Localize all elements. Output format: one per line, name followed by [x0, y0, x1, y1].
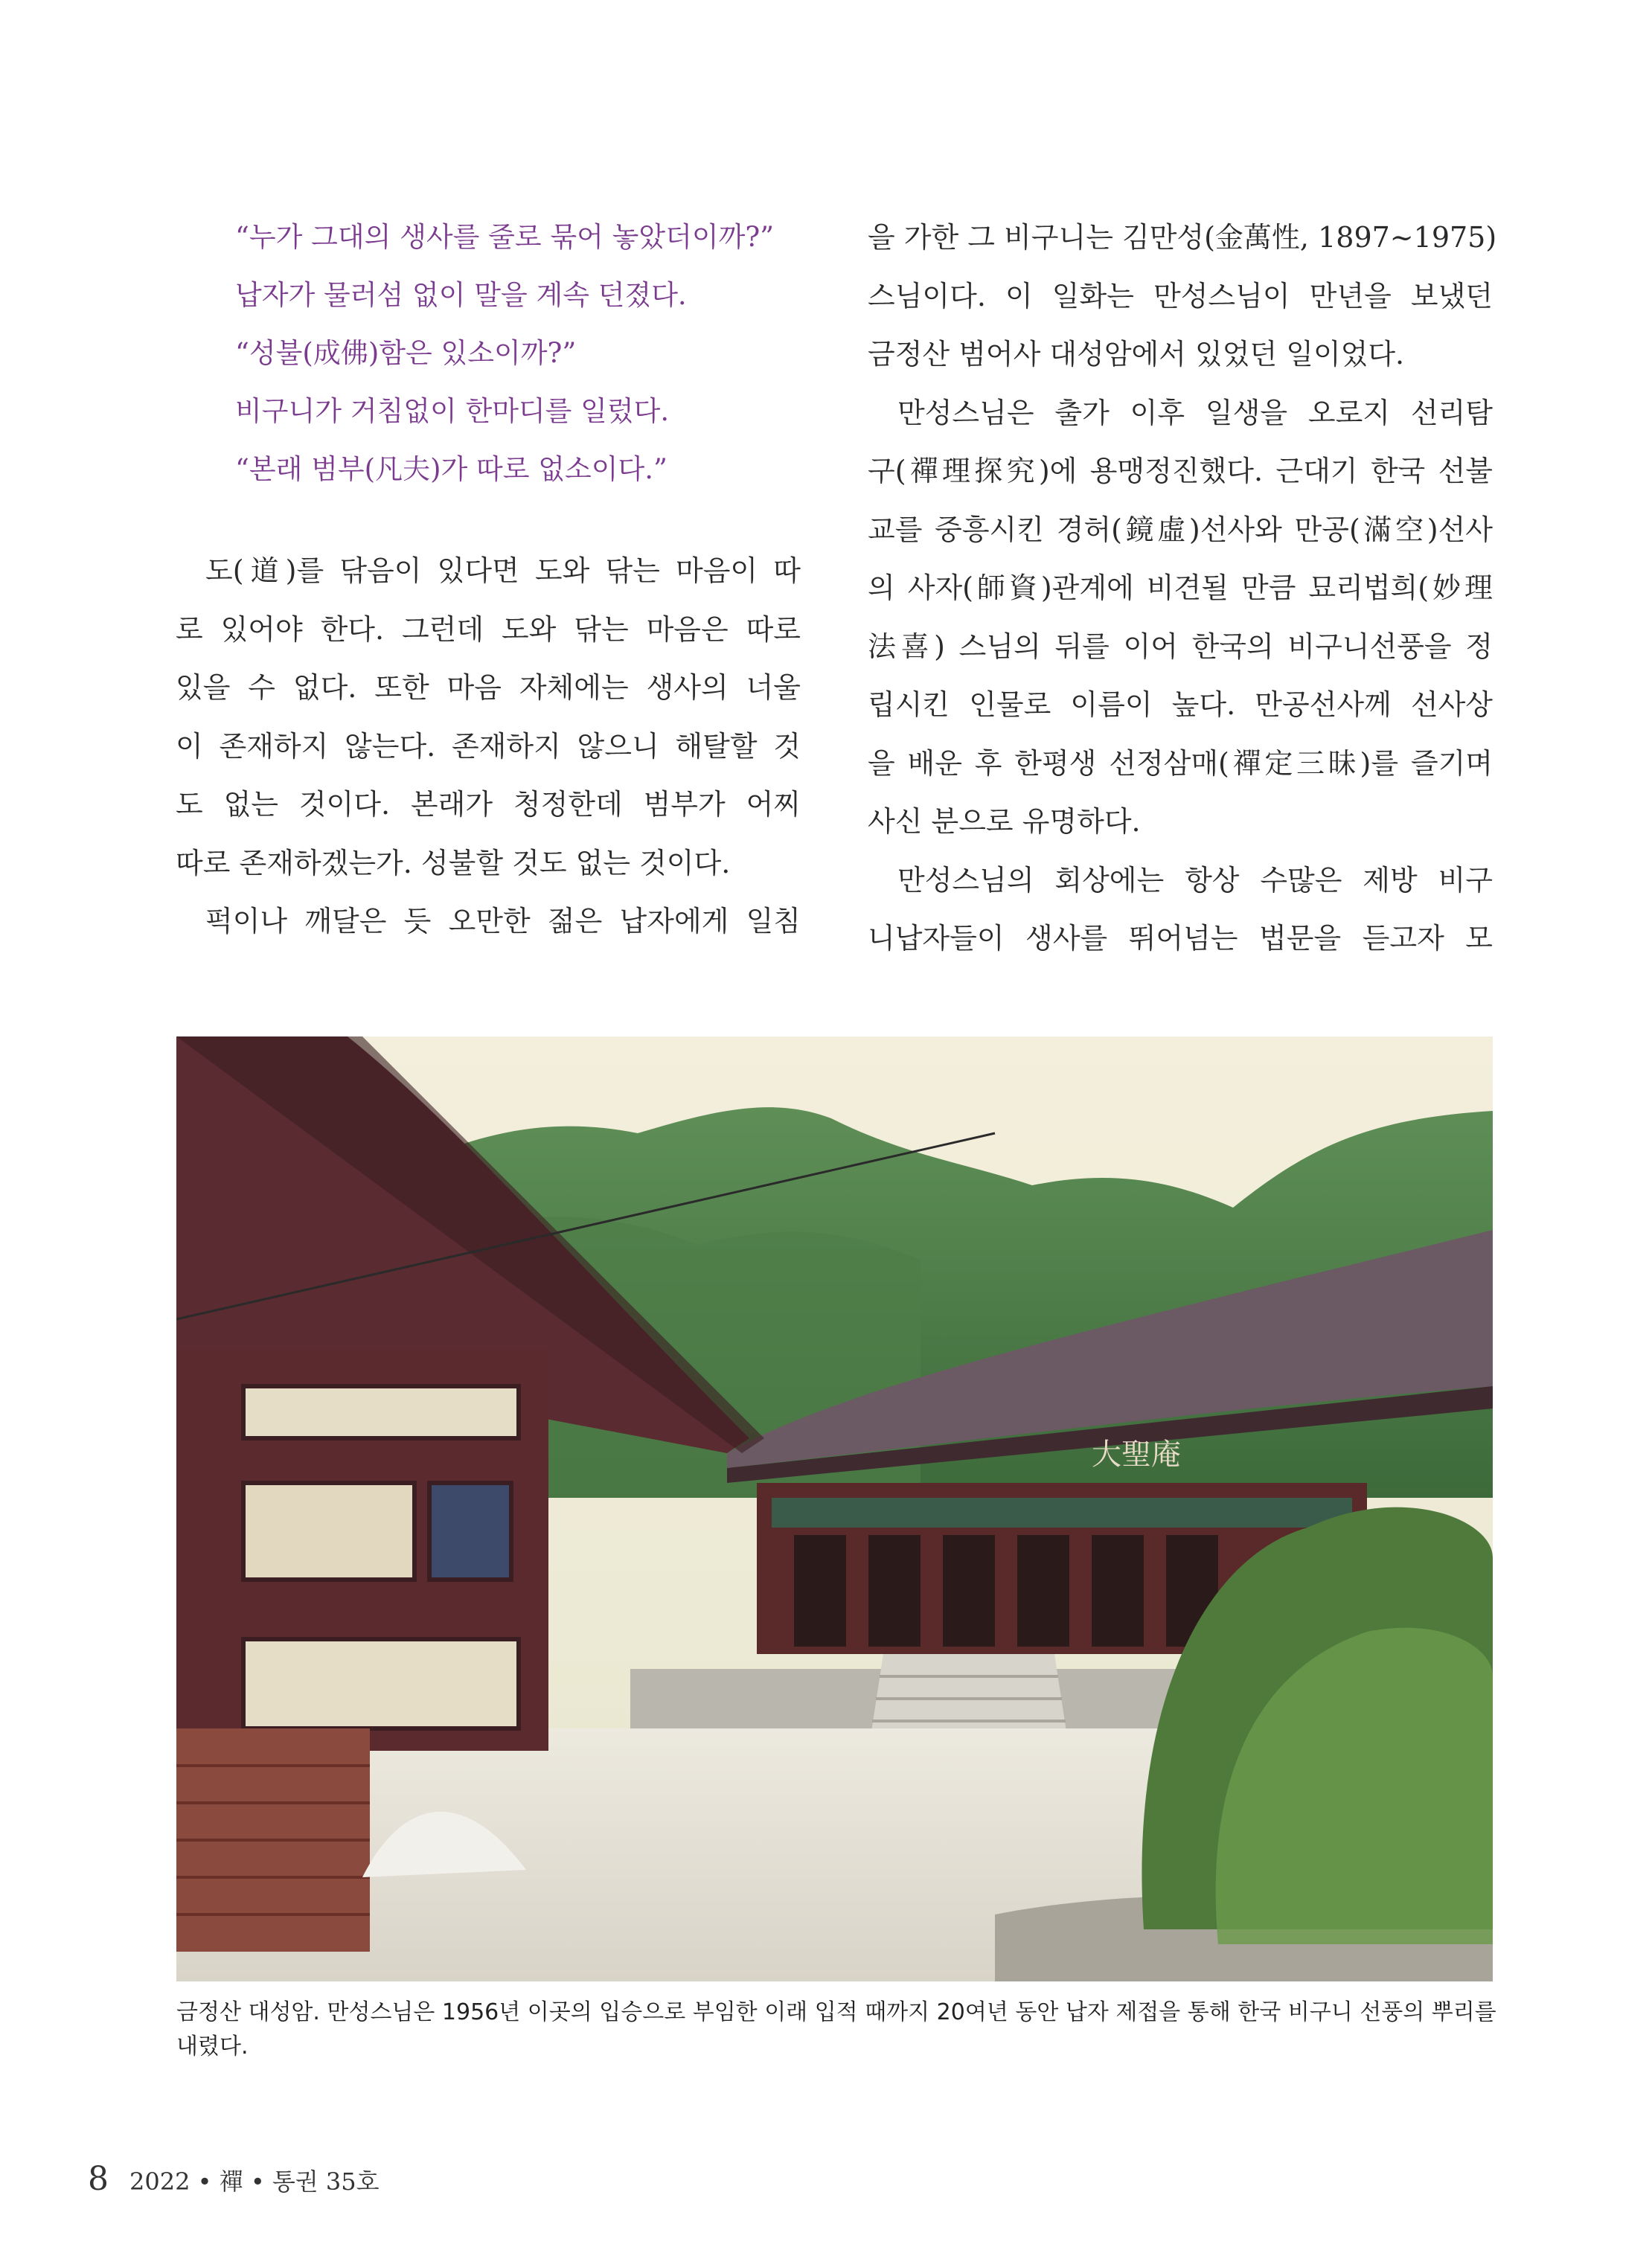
text-line: 이 존재하지 않는다. 존재하지 않으니 해탈할 것	[176, 729, 801, 763]
text-line: 만성스님의 회상에는 항상 수많은 제방 비구	[897, 863, 1493, 897]
quote-line: “누가 그대의 생사를 줄로 묶어 놓았더이까?”	[235, 221, 775, 253]
text-line: 을 가한 그 비구니는 김만성(金萬性, 1897~1975)	[868, 221, 1497, 254]
quote-line: 비구니가 거침없이 한마디를 일렀다.	[235, 395, 670, 427]
photo-caption: 금정산 대성암. 만성스님은 1956년 이곳의 입승으로 부임한 이래 입적 때까지 20여년 동안 납자 제접을 통해 한국 비구니 선풍의 뿌리를 내렸다.	[176, 1999, 1496, 2060]
text-line: 구(禪理探究)에 용맹정진했다. 근대기 한국 선불	[868, 455, 1493, 487]
text-line: 만성스님은 출가 이후 일생을 오로지 선리탐	[897, 396, 1493, 429]
hall-signboard: 大聖庵	[1092, 1438, 1181, 1472]
body-paragraph	[868, 208, 1497, 968]
text-line: 퍽이나 깨달은 듯 오만한 젊은 납자에게 일침	[205, 905, 801, 938]
right-column	[868, 208, 1497, 968]
text-line: 교를 중흥시킨 경허(鏡虛)선사와 만공(滿空)선사	[868, 513, 1493, 546]
text-line: 니납자들이 생사를 뛰어넘는 법문을 듣고자 모	[868, 922, 1493, 955]
body-paragraph	[176, 542, 801, 951]
issue-info: 2022 • 禪 • 통권 35호	[129, 2167, 380, 2196]
text-line: 있을 수 없다. 또한 마음 자체에는 생사의 너울	[176, 671, 801, 704]
text-line: 따로 존재하겠는가. 성불할 것도 없는 것이다.	[176, 846, 731, 879]
left-column	[176, 208, 801, 951]
text-line: 法喜) 스님의 뒤를 이어 한국의 비구니선풍을 정	[868, 629, 1493, 663]
temple-photo-illustration	[176, 1036, 1493, 1981]
text-line: 사신 분으로 유명하다.	[868, 805, 1141, 838]
text-line: 스님이다. 이 일화는 만성스님이 만년을 보냈던	[868, 279, 1493, 313]
text-line: 금정산 범어사 대성암에서 있었던 일이었다.	[868, 338, 1405, 371]
quote-line: “성불(成佛)함은 있소이까?”	[235, 337, 577, 369]
text-line: 을 배운 후 한평생 선정삼매(禪定三昧)를 즐기며	[868, 746, 1493, 780]
text-line: 도 없는 것이다. 본래가 청정한데 범부가 어찌	[176, 788, 801, 821]
page-number: 8	[88, 2160, 109, 2198]
text-line: 립시킨 인물로 이름이 높다. 만공선사께 선사상	[868, 688, 1493, 721]
text-line: 의 사자(師資)관계에 비견될 만큼 묘리법희(妙理	[868, 571, 1493, 604]
quote-line: 납자가 물러섬 없이 말을 계속 던졌다.	[235, 279, 687, 311]
text-line: 로 있어야 한다. 그런데 도와 닦는 마음은 따로	[176, 612, 801, 646]
quote-block	[176, 208, 801, 499]
page-footer	[88, 2160, 380, 2198]
quote-line: “본래 범부(凡夫)가 따로 없소이다.”	[235, 453, 667, 485]
text-line: 도(道)를 닦음이 있다면 도와 닦는 마음이 따	[205, 554, 801, 587]
temple-photo	[176, 1036, 1493, 1981]
